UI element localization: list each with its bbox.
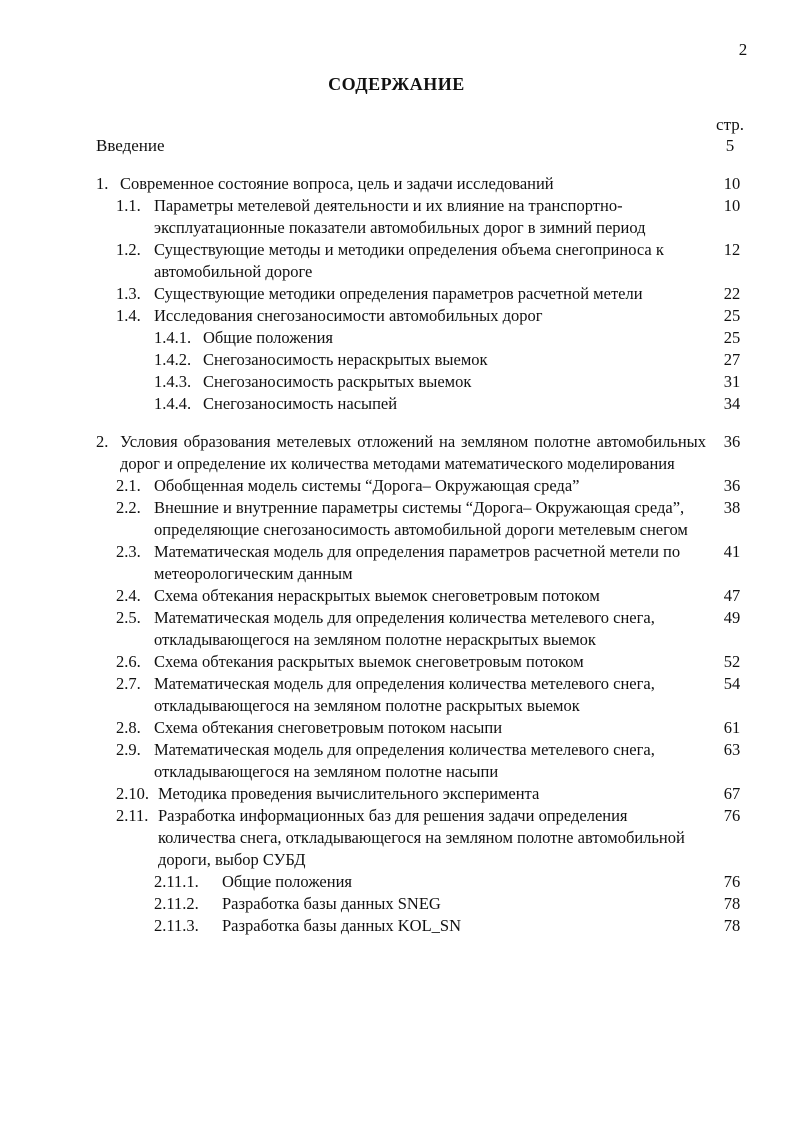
toc-entry [0, 893, 793, 915]
toc-entry [0, 431, 793, 475]
toc-entry-text: Методика проведения вычислительного эксперимента [158, 784, 540, 803]
toc-entry-number: 1.4. [116, 306, 141, 325]
toc-entry [0, 651, 793, 673]
toc-entry [0, 497, 793, 541]
toc-entry-page: 47 [723, 586, 741, 605]
toc-entry-text: Условия образования метелевых отложений на земляном полотне автомобильных дорог и определение их количества методами математического моделирования [120, 432, 706, 473]
toc-entry [0, 673, 793, 717]
toc-entry-page: 54 [723, 674, 741, 693]
toc-entry-page: 10 [723, 174, 741, 193]
toc-entry [0, 475, 793, 497]
toc-entry-number: 1.3. [116, 284, 141, 303]
toc-entry [0, 283, 793, 305]
toc-entry-text: Снегозаносимость насыпей [203, 394, 398, 413]
toc-entry [0, 239, 793, 283]
toc-entry-text: Разработка базы данных KOL_SN [222, 916, 461, 935]
toc-entry-number: 2.11.3. [154, 916, 199, 935]
toc-entry-number: 2. [96, 432, 109, 451]
toc-entry-page: 78 [723, 894, 741, 913]
toc-entry [0, 871, 793, 893]
toc-entry-number: 2.1. [116, 476, 141, 495]
toc-entry [0, 393, 793, 415]
toc-entry-text: Разработка информационных баз для решения задачи определения количества снега, откладывающегося на земляном полотне автомобильной дороги, выбор СУБД [158, 806, 685, 869]
toc-entry-number: 2.2. [116, 498, 141, 517]
page-title: СОДЕРЖАНИЕ [328, 74, 465, 94]
toc-entry-text: Параметры метелевой деятельности и их влияние на транспортно-эксплуатационные показатели автомобильных дорог в зимний период [154, 196, 646, 237]
toc-entry-number: 2.3. [116, 542, 141, 561]
toc-entry [0, 371, 793, 393]
toc-entry-page: 27 [723, 350, 741, 369]
toc-entry-page: 31 [723, 372, 741, 391]
toc-entry [0, 541, 793, 585]
toc-entry-number: 2.11.2. [154, 894, 199, 913]
toc-entry-number: 2.11.1. [154, 872, 199, 891]
toc-entry-number: 2.5. [116, 608, 141, 627]
toc-entry [0, 717, 793, 739]
toc-entry-page: 61 [723, 718, 741, 737]
toc-entry [0, 327, 793, 349]
table-of-contents [0, 173, 793, 937]
toc-entry-page: 36 [723, 476, 741, 495]
toc-entry-page: 25 [723, 306, 741, 325]
toc-entry [0, 805, 793, 871]
toc-entry-page: 34 [723, 394, 741, 413]
toc-entry-text: Математическая модель для определения параметров расчетной метели по метеорологическим данным [154, 542, 681, 583]
toc-entry [0, 915, 793, 937]
toc-entry-number: 2.10. [116, 784, 149, 803]
toc-entry [0, 195, 793, 239]
toc-entry [0, 585, 793, 607]
toc-entry-number: 1.1. [116, 196, 141, 215]
toc-entry [0, 783, 793, 805]
toc-entry-number: 1.4.3. [154, 372, 192, 391]
toc-entry-number: 2.11. [116, 806, 149, 825]
toc-entry-number: 2.6. [116, 652, 141, 671]
toc-entry-text: Общие положения [222, 872, 352, 891]
toc-entry-text: Снегозаносимость нераскрытых выемок [203, 350, 488, 369]
toc-entry-page: 25 [723, 328, 741, 347]
toc-entry-text: Математическая модель для определения количества метелевого снега, откладывающегося на земляном полотне раскрытых выемок [154, 674, 655, 715]
toc-entry-number: 1.4.2. [154, 350, 192, 369]
toc-entry [0, 607, 793, 651]
toc-entry-page: 38 [723, 498, 741, 517]
toc-entry-page: 78 [723, 916, 741, 935]
toc-entry-page: 63 [723, 740, 741, 759]
toc-entry-text: Схема обтекания раскрытых выемок снеговетровым потоком [154, 652, 584, 671]
toc-entry-page: 22 [723, 284, 741, 303]
toc-entry [0, 173, 793, 195]
toc-entry-text: Существующие методы и методики определения объема снегоприноса к автомобильной дороге [154, 240, 664, 281]
toc-entry-label: Введение [96, 136, 165, 155]
toc-entry-text: Математическая модель для определения количества метелевого снега, откладывающегося на земляном полотне нераскрытых выемок [154, 608, 655, 649]
toc-entry-page: 41 [723, 542, 741, 561]
toc-entry-number: 2.8. [116, 718, 141, 737]
toc-entry-number: 2.9. [116, 740, 141, 759]
toc-entry-text: Современное состояние вопроса, цель и задачи исследований [120, 174, 554, 193]
toc-entry-page: 12 [723, 240, 741, 259]
toc-entry-page: 76 [723, 872, 741, 891]
toc-entry-number: 2.4. [116, 586, 141, 605]
toc-entry-text: Существующие методики определения параметров расчетной метели [154, 284, 643, 303]
toc-entry-text: Снегозаносимость раскрытых выемок [203, 372, 472, 391]
toc-entry-number: 1.4.4. [154, 394, 192, 413]
toc-entry-text: Исследования снегозаносимости автомобильных дорог [154, 306, 543, 325]
toc-entry-text: Общие положения [203, 328, 333, 347]
toc-entry-page: 49 [723, 608, 741, 627]
toc-entry-number: 1.4.1. [154, 328, 192, 347]
toc-entry-page: 10 [723, 196, 741, 215]
toc-entry-text: Схема обтекания нераскрытых выемок снеговетровым потоком [154, 586, 600, 605]
toc-entry-page: 67 [723, 784, 741, 803]
page-number: 2 [738, 40, 748, 59]
toc-entry [0, 305, 793, 327]
toc-entry [0, 739, 793, 783]
toc-entry-number: 2.7. [116, 674, 141, 693]
toc-entry-number: 1.2. [116, 240, 141, 259]
toc-entry [0, 349, 793, 371]
toc-entry-page: 52 [723, 652, 741, 671]
pages-column-header: стр. [716, 115, 744, 134]
toc-entry-number: 1. [96, 174, 109, 193]
toc-entry-text: Обобщенная модель системы “Дорога– Окружающая среда” [154, 476, 580, 495]
toc-entry-text: Разработка базы данных SNEG [222, 894, 441, 913]
toc-entry-text: Внешние и внутренние параметры системы “Дорога– Окружающая среда”, определяющие снегозаносимость автомобильной дороги метелевым снегом [154, 498, 688, 539]
toc-entry-text: Схема обтекания снеговетровым потоком насыпи [154, 718, 503, 737]
toc-entry-page: 36 [723, 432, 741, 451]
toc-entry-page: 5 [725, 136, 735, 155]
toc-entry-text: Математическая модель для определения количества метелевого снега, откладывающегося на земляном полотне насыпи [154, 740, 655, 781]
toc-entry-page: 76 [723, 806, 741, 825]
